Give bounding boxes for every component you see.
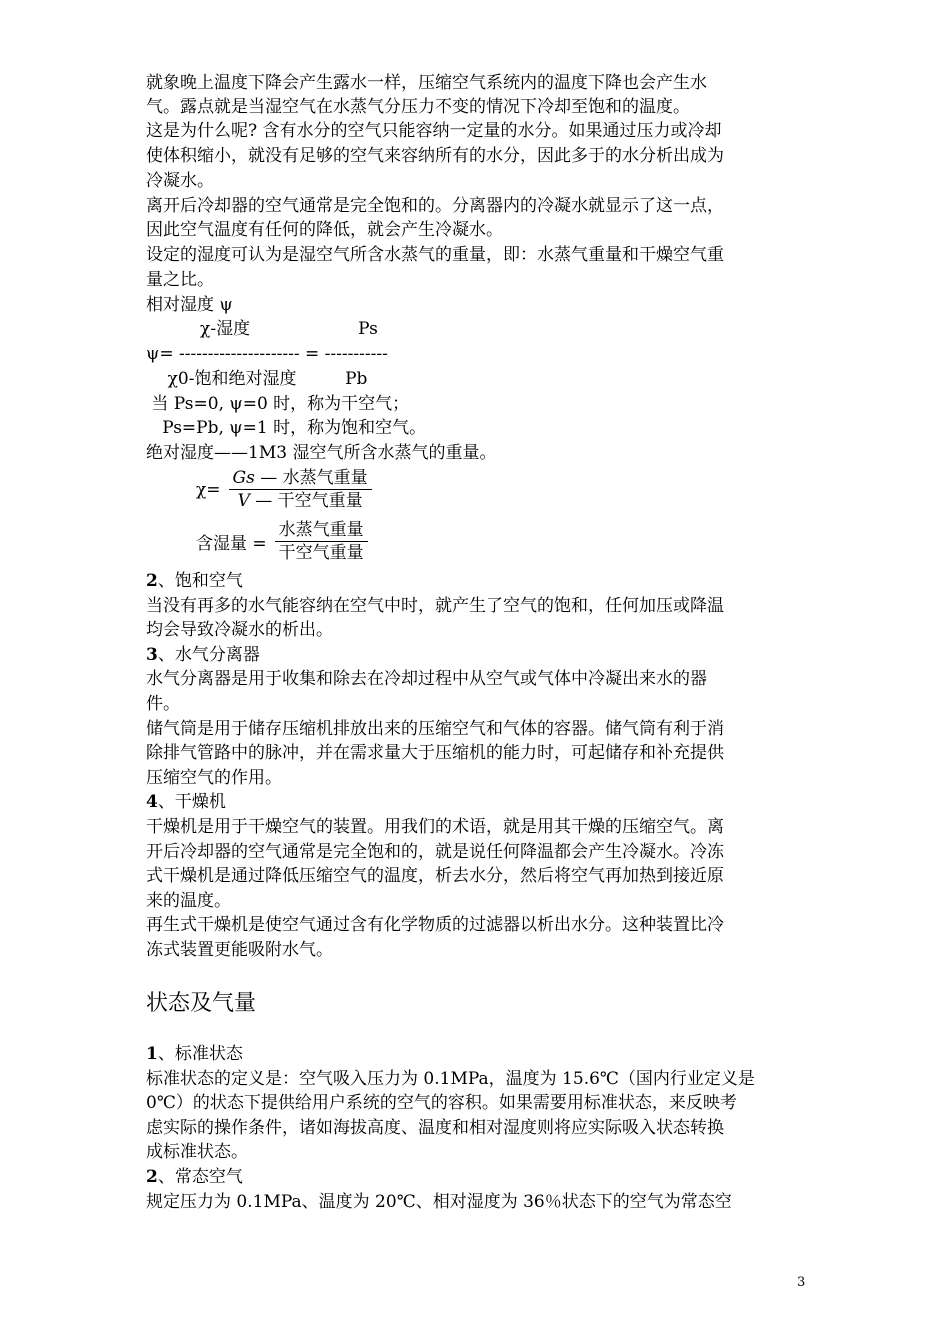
text-line: 量之比。 — [146, 270, 214, 290]
subsection-number: 2 — [146, 1167, 158, 1187]
subsection-number: 2 — [146, 571, 158, 591]
text-line: 标准状态的定义是：空气吸入压力为 0.1MPa，温度为 15.6℃（国内行业定义是 — [146, 1068, 755, 1089]
formula-denominator: V — 干空气重量 — [237, 491, 363, 511]
text-line: 水气分离器是用于收集和除去在冷却过程中从空气或气体中冷凝出来水的器 — [146, 669, 707, 690]
text-line: 设定的湿度可认为是湿空气所含水蒸气的重量，即：水蒸气重量和干燥空气重 — [146, 245, 724, 265]
formula-line: ψ= --------------------- = ----------- — [146, 344, 388, 364]
formula-line: χ0-饱和绝对湿度 Pb — [146, 369, 368, 389]
text-line: 储气筒是用于储存压缩机排放出来的压缩空气和气体的容器。储气筒有利于消 — [146, 718, 724, 739]
subsection-number: 3 — [146, 644, 158, 665]
text-line: 0℃）的状态下提供给用户系统的空气的容积。如果需要用标准状态，来反映考 — [146, 1093, 737, 1114]
text-line: 虑实际的操作条件，诸如海拔高度、温度和相对湿度则将应实际吸入状态转换 — [146, 1117, 724, 1138]
text-line: 这是为什么呢? 含有水分的空气只能容纳一定量的水分。如果通过压力或冷却 — [146, 121, 722, 141]
text-line: 开后冷却器的空气通常是完全饱和的，就是说任何降温都会产生冷凝水。冷冻 — [146, 841, 724, 862]
text-line: 来的温度。 — [146, 890, 231, 911]
text-line: 冻式装置更能吸附水气。 — [146, 940, 333, 960]
text-line: 成标准状态。 — [146, 1142, 248, 1163]
formula-line: χ-湿度 Ps — [146, 319, 378, 339]
subsection-title — [146, 791, 226, 813]
text-line: 当 Ps=0, ψ=0 时，称为干空气； — [146, 394, 410, 414]
formula-lhs: 含湿量 = — [196, 534, 267, 554]
text-line: 再生式干燥机是使空气通过含有化学物质的过滤器以析出水分。这种装置比冷 — [146, 915, 724, 936]
text-line: 绝对湿度——1M3 湿空气所含水蒸气的重量。 — [146, 443, 497, 463]
text-line: 干燥机是用于干燥空气的装置。用我们的术语，就是用其干燥的压缩空气。离 — [146, 817, 724, 837]
text-line: 冷凝水。 — [146, 171, 214, 191]
text-line: 式干燥机是通过降低压缩空气的温度，析去水分，然后将空气再加热到接近原 — [146, 866, 724, 887]
absolute-humidity-formula — [196, 467, 372, 512]
text-line: Ps=Pb, ψ=1 时，称为饱和空气。 — [146, 418, 427, 438]
text-line: 使体积缩小，就没有足够的空气来容纳所有的水分，因此多于的水分析出成为 — [146, 146, 724, 166]
formula-denominator: 干空气重量 — [278, 543, 364, 563]
subsection-label: 、干燥机 — [157, 792, 226, 813]
text-line: 除排气管路中的脉冲，并在需求量大于压缩机的能力时，可起储存和补充提供 — [146, 743, 724, 764]
text-line: 规定压力为 0.1MPa、温度为 20℃、相对湿度为 36％状态下的空气为常态空 — [146, 1191, 732, 1212]
text-line: 均会导致冷凝水的析出。 — [146, 620, 333, 641]
formula-fraction — [275, 519, 368, 564]
subsection-number: 1 — [146, 1044, 158, 1064]
formula-fraction — [229, 467, 372, 512]
formula-numerator: 水蒸气重量 — [278, 520, 364, 540]
formula-lhs: χ= — [196, 479, 221, 500]
subsection-label: 、标准状态 — [157, 1044, 243, 1064]
text-line: 件。 — [146, 694, 180, 714]
text-line: 就象晚上温度下降会产生露水一样，压缩空气系统内的温度下降也会产生水 — [146, 73, 707, 93]
text-line: 因此空气温度有任何的降低，就会产生冷凝水。 — [146, 220, 503, 240]
subsection-label: 、饱和空气 — [157, 571, 243, 591]
text-line: 相对湿度 ψ — [146, 295, 233, 315]
subsection-number: 4 — [146, 792, 158, 813]
subsection-title — [146, 1043, 243, 1065]
section-heading: 状态及气量 — [146, 991, 257, 1016]
subsection-label: 、水气分离器 — [157, 644, 260, 665]
moisture-content-formula — [196, 519, 368, 564]
subsection-title — [146, 644, 260, 666]
text-line: 离开后冷却器的空气通常是完全饱和的。分离器内的冷凝水就显示了这一点， — [146, 196, 724, 216]
subsection-label: 、常态空气 — [157, 1167, 243, 1187]
page-number: 3 — [797, 1275, 806, 1290]
text-line: 气。露点就是当湿空气在水蒸气分压力不变的情况下冷却至饱和的温度。 — [146, 97, 690, 117]
text-line: 当没有再多的水气能容纳在空气中时，就产生了空气的饱和，任何加压或降温 — [146, 595, 724, 616]
text-line: 压缩空气的作用。 — [146, 767, 282, 788]
subsection-title — [146, 570, 243, 592]
subsection-title — [146, 1166, 243, 1188]
formula-numerator: Gs — 水蒸气重量 — [232, 468, 368, 488]
